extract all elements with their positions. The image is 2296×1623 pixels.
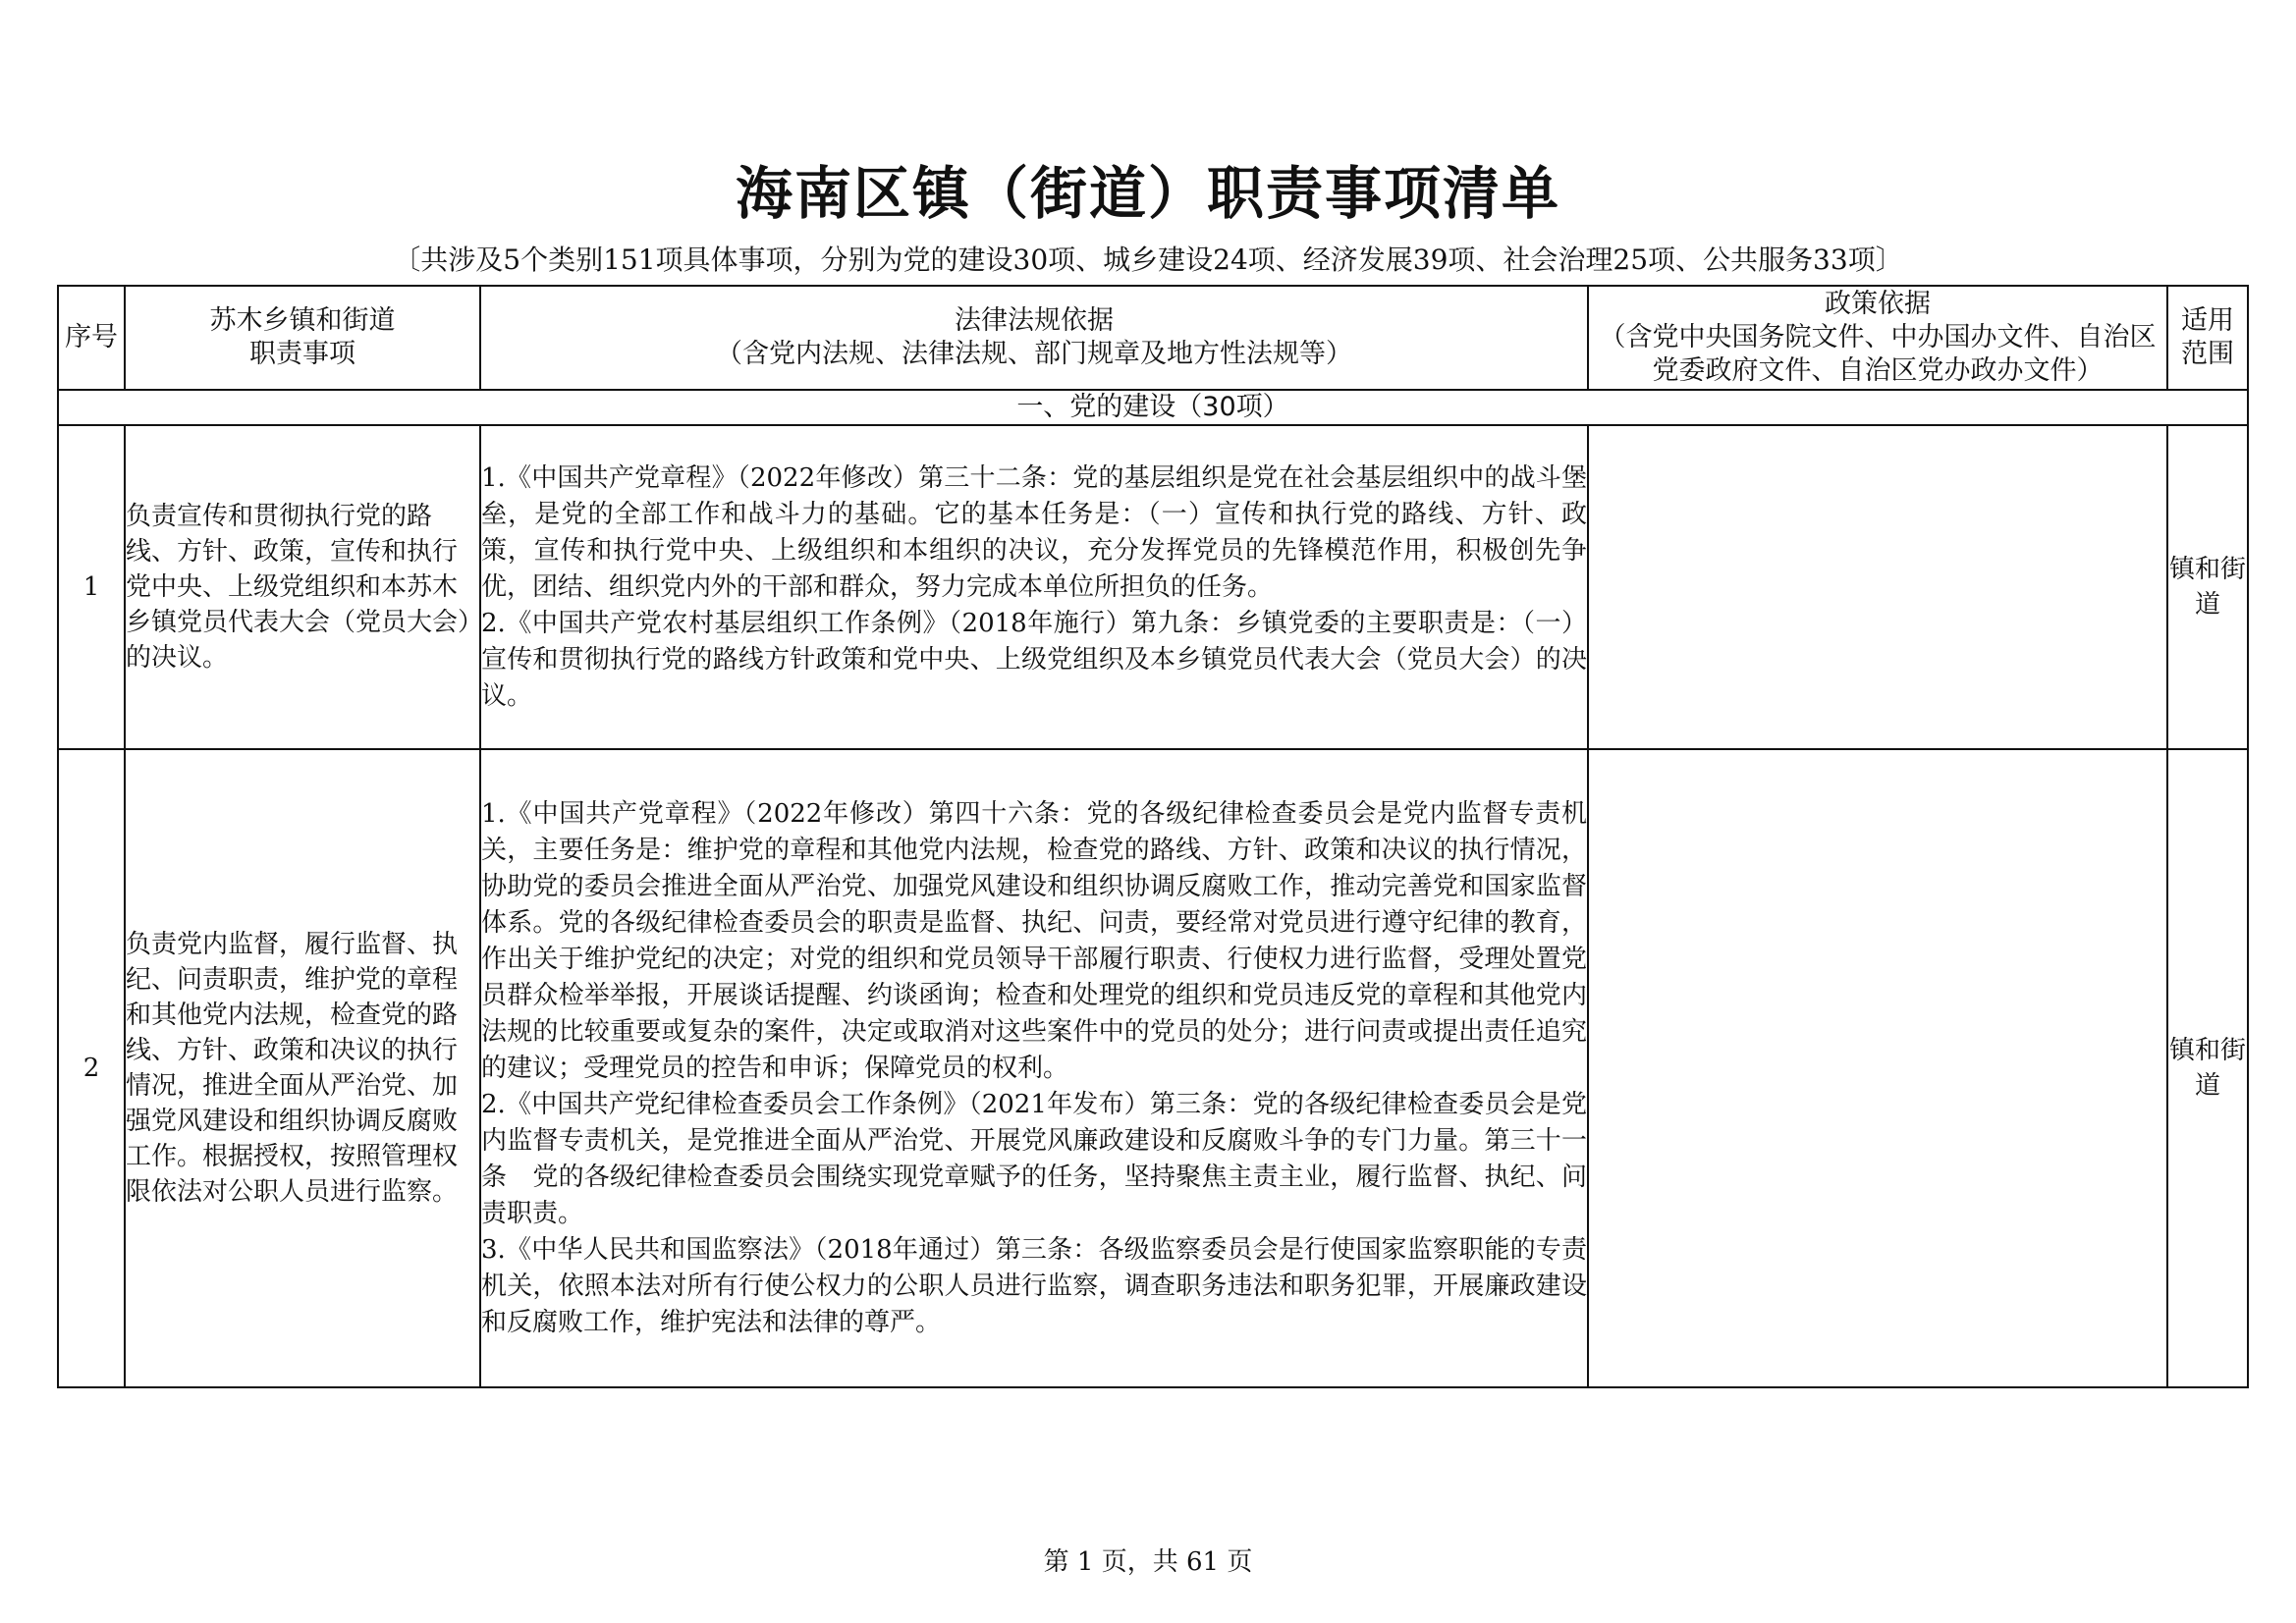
law-item: 3.《中华人民共和国监察法》（2018年通过）第三条：各级监察委员会是行使国家监察职能的专责机关，依照本法对所有行使公权力的公职人员进行监察，调查职务违法和职务犯罪，开展廉政建设和反腐败工作，维护宪法和法律的尊严。 <box>481 1234 1587 1337</box>
row-seq: 1 <box>58 425 125 749</box>
header-duty-line1: 苏木乡镇和街道 <box>209 305 396 336</box>
law-item: 2.《中国共产党纪律检查委员会工作条例》（2021年发布）第三条：党的各级纪律检查委员会是党内监督专责机关，是党推进全面从严治党、开展党风廉政建设和反腐败斗争的专门力量。第三十一条 党的各级纪律检查委员会围绕实现党章赋予的任务，坚持聚焦主责主业，履行监督、执纪、问责职责。 <box>481 1089 1587 1228</box>
header-policy <box>1588 286 2167 390</box>
page-subtitle: 〔共涉及5个类别151项具体事项，分别为党的建设30项、城乡建设24项、经济发展39项、社会治理25项、公共服务33项〕 <box>393 243 1903 276</box>
header-policy-line2: （含党中央国务院文件、中办国办文件、自治区党委政府文件、自治区党办政办文件） <box>1599 322 2157 386</box>
table-row <box>58 425 2248 749</box>
table-header-row <box>58 286 2248 390</box>
row-duty: 负责党内监督，履行监督、执纪、问责职责，维护党的章程和其他党内法规，检查党的路线、方针、政策和决议的执行情况，推进全面从严治党、加强党风建设和组织协调反腐败工作。根据授权，按照管理权限依法对公职人员进行监察。 <box>125 749 480 1387</box>
row-duty: 负责宣传和贯彻执行党的路线、方针、政策，宣传和执行党中央、上级党组织和本苏木乡镇党员代表大会（党员大会）的决议。 <box>125 425 480 749</box>
category-label: 一、党的建设（30项） <box>58 390 2248 425</box>
law-item: 2.《中国共产党农村基层组织工作条例》（2018年施行）第九条：乡镇党委的主要职责是：（一）宣传和贯彻执行党的路线方针政策和党中央、上级党组织及本乡镇党员代表大会（党员大会）的决议。 <box>481 608 1587 711</box>
header-duty-line2: 职责事项 <box>249 339 355 369</box>
row-seq: 2 <box>58 749 125 1387</box>
law-item: 1.《中国共产党章程》（2022年修改）第三十二条：党的基层组织是党在社会基层组织中的战斗堡垒，是党的全部工作和战斗力的基础。它的基本任务是：（一）宣传和执行党的路线、方针、政策，宣传和执行党中央、上级组织和本组织的决议，充分发挥党员的先锋模范作用，积极创先争优，团结、组织党内外的干部和群众，努力完成本单位所担负的任务。 <box>481 462 1587 602</box>
law-item: 1.《中国共产党章程》（2022年修改）第四十六条：党的各级纪律检查委员会是党内监督专责机关，主要任务是：维护党的章程和其他党内法规，检查党的路线、方针、政策和决议的执行情况，协助党的委员会推进全面从严治党、加强党风建设和组织协调反腐败工作，推动完善党和国家监督体系。党的各级纪律检查委员会的职责是监督、执纪、问责，要经常对党员进行遵守纪律的教育，作出关于维护党纪的决定；对党的组织和党员领导干部履行职责、行使权力进行监督，受理处置党员群众检举举报，开展谈话提醒、约谈函询；检查和处理党的组织和党员违反党的章程和其他党内法规的比较重要或复杂的案件，决定或取消对这些案件中的党员的处分；进行问责或提出责任追究的建议；受理党员的控告和申诉；保障党员的权利。 <box>481 798 1587 1083</box>
category-row <box>58 390 2248 425</box>
page-footer: 第 1 页，共 61 页 <box>1043 1547 1253 1577</box>
row-law <box>480 425 1588 749</box>
row-law <box>480 749 1588 1387</box>
header-law-line2: （含党内法规、法律法规、部门规章及地方性法规等） <box>716 339 1352 369</box>
row-policy <box>1588 749 2167 1387</box>
duty-table <box>57 285 2249 1388</box>
row-scope: 镇和街道 <box>2167 749 2248 1387</box>
header-seq: 序号 <box>58 286 125 390</box>
header-law <box>480 286 1588 390</box>
row-policy <box>1588 425 2167 749</box>
table-row <box>58 749 2248 1387</box>
page-title: 海南区镇（街道）职责事项清单 <box>735 160 1560 227</box>
header-policy-line1: 政策依据 <box>1825 289 1931 319</box>
row-scope: 镇和街道 <box>2167 425 2248 749</box>
header-law-line1: 法律法规依据 <box>955 305 1114 336</box>
header-scope: 适用范围 <box>2167 286 2248 390</box>
header-duty <box>125 286 480 390</box>
